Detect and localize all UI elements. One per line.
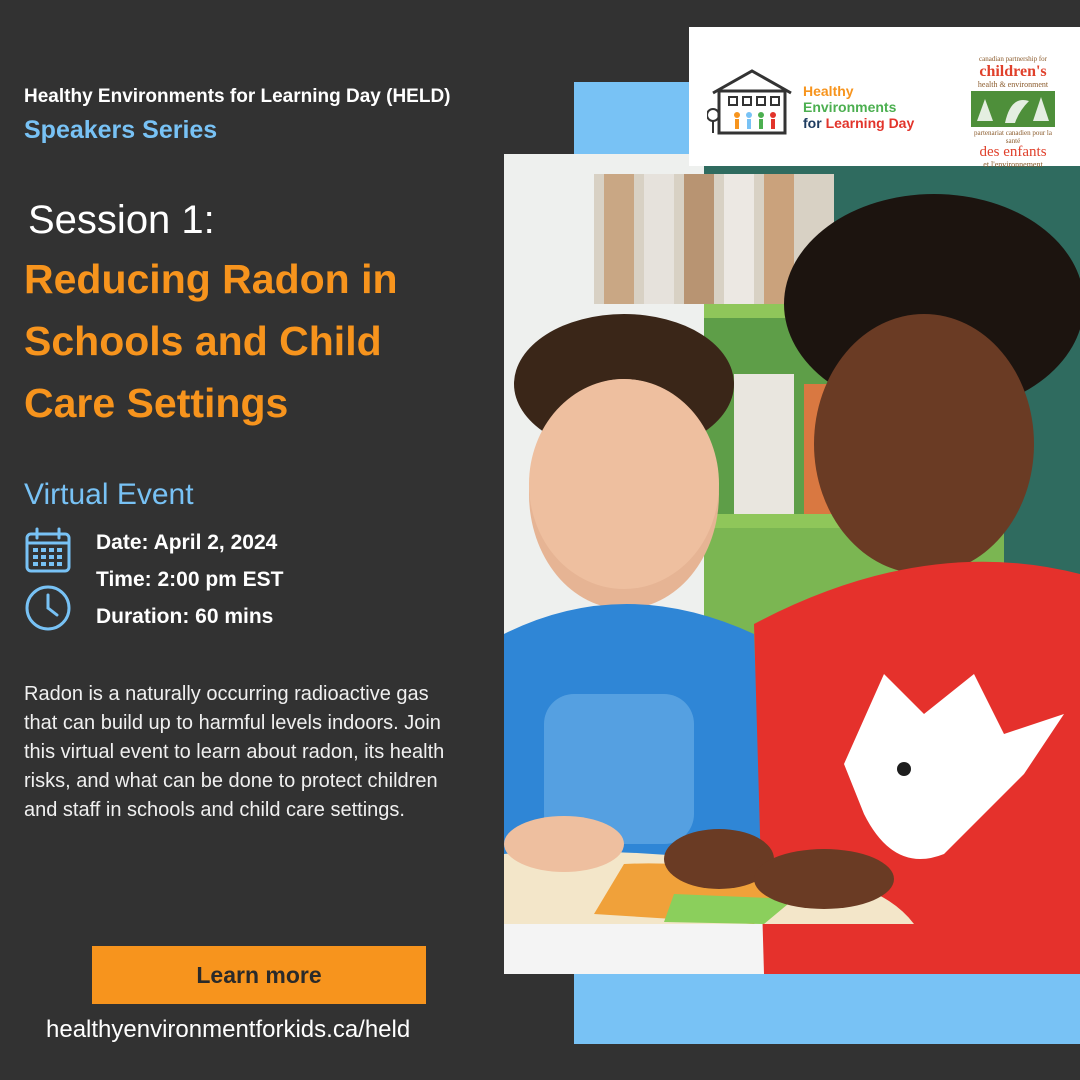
series-header bbox=[24, 86, 451, 145]
children-reading-photo bbox=[504, 154, 1080, 974]
event-description: Radon is a naturally occurring radioactive gas that can build up to harmful levels indoors. Join this virtual event to learn about radon, its health risks, and what can be done to protect children and staff in schools and child care settings. bbox=[24, 683, 445, 821]
decorative-frame-bottom bbox=[574, 972, 1080, 1044]
event-time: Time: 2:00 pm EST bbox=[96, 568, 284, 591]
cpche-logo: canadian partnership for children's health & environment partenariat canadien pour la santé des enfants et l'environnement bbox=[967, 55, 1059, 155]
event-duration: Duration: 60 mins bbox=[96, 605, 274, 628]
decorative-frame-top bbox=[574, 82, 690, 154]
calendar-icon bbox=[24, 526, 72, 574]
session-number: Session 1: bbox=[28, 198, 215, 242]
clock-icon bbox=[24, 584, 72, 632]
event-date: Date: April 2, 2024 bbox=[96, 531, 278, 554]
learn-more-button[interactable]: Learn more bbox=[92, 946, 426, 1004]
event-url[interactable]: healthyenvironmentforkids.ca/held bbox=[46, 1016, 411, 1043]
held-school-icon bbox=[707, 65, 797, 137]
event-name: Healthy Environments for Learning Day (HELD) bbox=[24, 86, 451, 107]
partner-logos bbox=[689, 27, 1080, 169]
event-format: Virtual Event bbox=[24, 478, 194, 511]
series-name: Speakers Series bbox=[24, 116, 218, 144]
leaf-graphic bbox=[971, 91, 1055, 127]
session-title: Reducing Radon in Schools and Child Care Settings bbox=[24, 256, 398, 426]
event-details bbox=[96, 528, 284, 639]
held-logo-text: Healthy Environments for Learning Day bbox=[803, 83, 915, 131]
